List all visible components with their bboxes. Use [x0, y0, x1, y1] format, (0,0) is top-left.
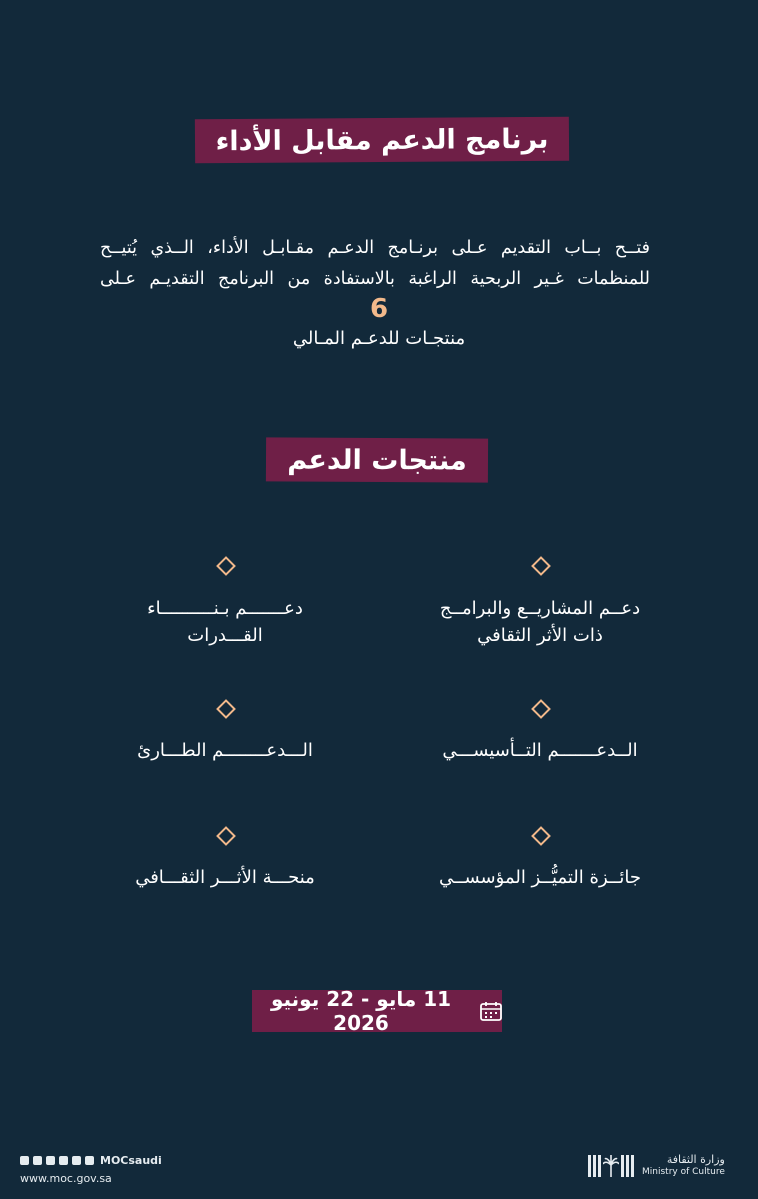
x-icon[interactable]: [20, 1156, 29, 1165]
instagram-icon[interactable]: [33, 1156, 42, 1165]
product-line-1: دعـــــــم بـنــــــــــاء: [147, 598, 303, 619]
facebook-icon[interactable]: [46, 1156, 55, 1165]
ministry-name-ar: وزارة الثقافة: [666, 1153, 725, 1166]
product-line-1: جائــزة التميُّــز المؤسســي: [438, 867, 642, 888]
product-line-2: القـــدرات: [187, 625, 263, 646]
youtube-icon[interactable]: [72, 1156, 81, 1165]
product-item: [105, 595, 345, 649]
product-line-2: ذات الأثر الثقافي: [477, 625, 603, 646]
diamond-icon: [531, 699, 551, 719]
product-line-1: دعــم المشاريــع والبرامــج: [439, 598, 641, 619]
product-item: [420, 864, 660, 891]
products-title-banner: [266, 437, 488, 482]
date-range: 11 مايو - 22 يونيو 2026: [270, 987, 452, 1035]
products-count-label: منتجـات للدعـم المـالي: [292, 328, 466, 349]
diamond-icon: [216, 556, 236, 576]
intro-line-2: للمنظمات غـير الربحية الراغبة بالاستفادة من البرنامج التقديـم عـلى: [100, 269, 650, 289]
diamond-icon: [216, 699, 236, 719]
ministry-logo: [588, 1154, 725, 1178]
social-handle[interactable]: MOCsaudi: [100, 1154, 162, 1167]
products-title: منتجات الدعم: [287, 444, 467, 476]
diamond-icon: [216, 826, 236, 846]
ministry-name-en: Ministry of Culture: [642, 1167, 725, 1177]
product-item: [105, 864, 345, 891]
intro-line-1: فتــح بــاب التقديم عـلى برنـامج الدعـم مقـابـل الأداء، الــذي يُتيــح: [100, 238, 650, 258]
palm-emblem-icon: [588, 1155, 634, 1177]
date-banner: [252, 987, 502, 1035]
product-item: [420, 737, 660, 764]
tiktok-icon[interactable]: [59, 1156, 68, 1165]
program-title: برنامج الدعم مقابل الأداء: [215, 123, 549, 157]
program-title-banner: [195, 117, 569, 164]
footer-social: [20, 1154, 162, 1185]
product-line-1: الـــدعــــــــم الطـــارئ: [137, 740, 313, 761]
products-count: 6: [369, 294, 389, 324]
product-line-1: منحـــة الأثـــر الثقـــافي: [135, 867, 315, 888]
product-item: [105, 737, 345, 764]
snapchat-icon[interactable]: [85, 1156, 94, 1165]
product-item: [420, 595, 660, 649]
website-url[interactable]: www.moc.gov.sa: [20, 1172, 112, 1185]
diamond-icon: [531, 826, 551, 846]
diamond-icon: [531, 556, 551, 576]
calendar-icon: [480, 1001, 502, 1021]
product-line-1: الــدعـــــــم التــأسيســـي: [442, 740, 638, 761]
